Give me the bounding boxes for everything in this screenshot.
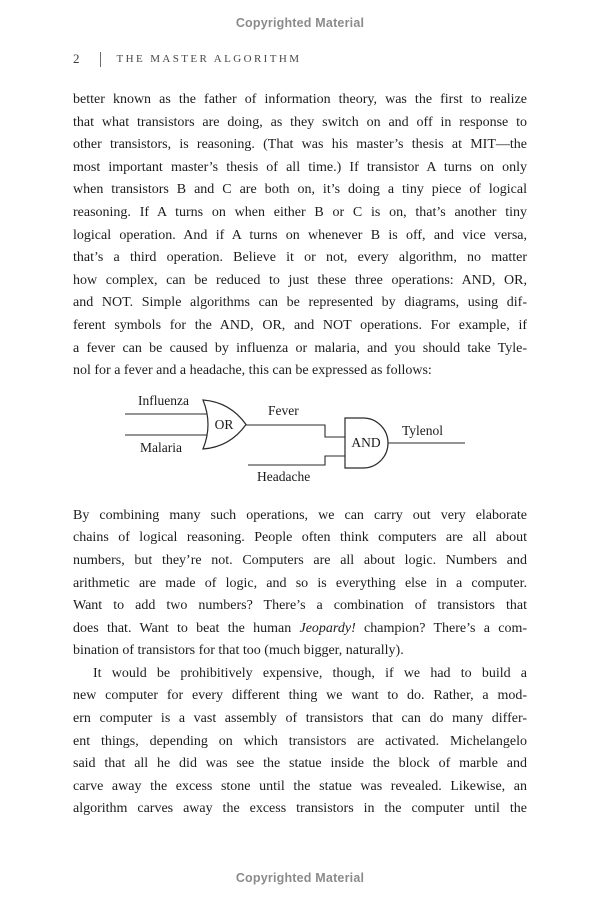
copyright-notice-top: Copyrighted Material [235, 16, 365, 30]
text-line: other transistors, is reasoning. (That was his master’s thesis at MIT—the [73, 137, 527, 153]
and-gate-label: AND [351, 434, 381, 450]
paragraph-3 [73, 663, 527, 821]
text-line: ent things, depending on which transistors are activated. Michelangelo [73, 733, 527, 749]
text-line: Want to add two numbers? There’s a combination of transistors that [73, 598, 527, 614]
text-line: chains of logical reasoning. People often think computers are all about [73, 530, 527, 546]
text-line: bination of transistors for that too (much bigger, naturally). [73, 643, 404, 659]
text-line: By combining many such operations, we can carry out very elaborate [73, 507, 527, 523]
text-line: and NOT. Simple algorithms can be represented by diagrams, using dif- [73, 295, 527, 311]
paragraph-2 [73, 505, 527, 663]
fever-label: Fever [268, 402, 299, 418]
text-line: a fever can be caused by influenza or malaria, and you should take Tyle- [73, 340, 527, 356]
headache-wire [248, 456, 345, 465]
text-line: that what transistors are doing, as they switch on and off in response to [73, 114, 527, 130]
page-number: 2 [73, 51, 80, 67]
copyright-notice-bottom: Copyrighted Material [235, 871, 365, 885]
text-line: logical operation. And if A turns on whenever B is off, and vice versa, [73, 227, 527, 243]
text-line: carve away the excess stone until the statue was revealed. Likewise, an [73, 778, 527, 794]
text-line: said that all he did was see the statue inside the block of marble and [73, 756, 527, 772]
headache-label: Headache [257, 468, 311, 484]
text-line: numbers, but they’re not. Computers are all about logic. Numbers and [73, 552, 527, 568]
page-body [73, 89, 527, 821]
text-line: nol for a fever and a headache, this can be expressed as follows: [73, 363, 432, 379]
malaria-label: Malaria [140, 439, 182, 455]
influenza-label: Influenza [138, 392, 189, 408]
text-line: that’s a third operation. Believe it or not, every algorithm, no matter [73, 250, 527, 266]
text-line: better known as the father of information theory, was the first to realize [73, 92, 527, 107]
text-line: how complex, can be reduced to just these three operations: AND, OR, [73, 272, 527, 288]
fever-wire [246, 425, 345, 437]
running-head: THE MASTER ALGORITHM [116, 53, 302, 66]
text-line: It would be prohibitively expensive, though, if we had to build a [93, 665, 527, 681]
header-divider [100, 52, 101, 67]
text-line: ern computer is a vast assembly of transistors that can do many differ- [73, 711, 527, 727]
text-line: reasoning. If A turns on when either B or C is on, that’s another tiny [73, 204, 527, 220]
or-gate-label: OR [214, 416, 234, 432]
paragraph-1 [73, 89, 527, 383]
text-line: arithmetic are made of logic, and so is everything else in a computer. [73, 575, 527, 591]
logic-gate-diagram [73, 385, 527, 497]
text-line: ferent symbols for the AND, OR, and NOT operations. For example, if [73, 317, 527, 333]
text-line: new computer for every different thing we want to do. Rather, a mod- [73, 688, 527, 704]
text-line: does that. Want to beat the human Jeopardy! champion? There’s a com- [73, 620, 527, 636]
page-header [73, 51, 527, 69]
text-line: most important master’s thesis of all time.) If transistor A turns on only [73, 159, 527, 175]
tylenol-label: Tylenol [402, 422, 444, 438]
text-line: algorithm carves away the excess transistors in the computer until the [73, 801, 527, 817]
text-line: when transistors B and C are both on, it’s doing a tiny piece of logical [73, 182, 527, 198]
